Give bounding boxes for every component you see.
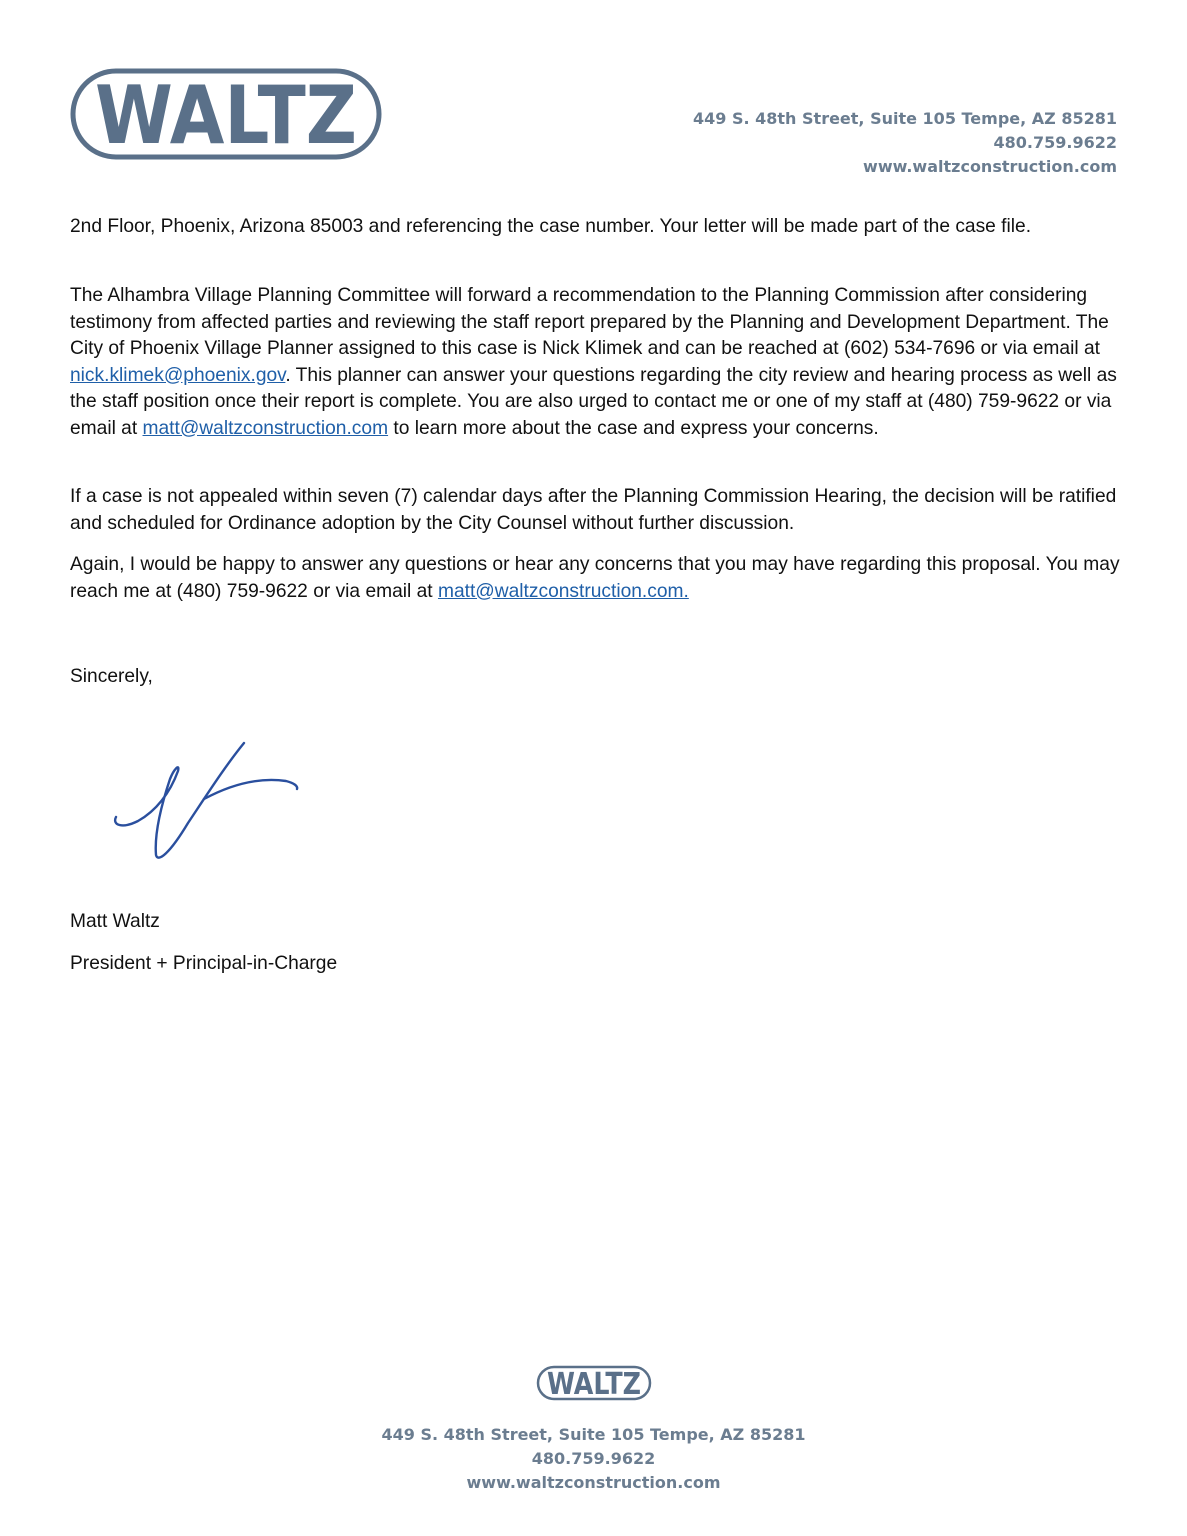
signer-name: Matt Waltz <box>70 911 160 932</box>
footer-website: www.waltzconstruction.com <box>466 1473 721 1492</box>
p4-text: Again, I would be happy to answer any questions or hear any concerns that you may have regarding this proposal. You may reach me at (480) 759-9622 or via email at <box>70 554 1120 602</box>
header-website: www.waltzconstruction.com <box>863 157 1117 176</box>
closing: Sincerely, <box>70 666 153 687</box>
p2-text-3: to learn more about the case and express your concerns. <box>388 417 879 439</box>
matt-waltz-email-link-2[interactable]: matt@waltzconstruction.com. <box>437 580 689 602</box>
letter-paragraph-4 <box>70 552 1120 605</box>
header-logo <box>70 68 382 160</box>
header-contact <box>693 107 1117 179</box>
signature <box>108 735 308 870</box>
matt-waltz-email-link[interactable]: matt@waltzconstruction.com <box>142 417 389 439</box>
footer-address: 449 S. 48th Street, Suite 105 Tempe, AZ 85281 <box>381 1425 806 1444</box>
p2-text-2: . This planner can answer your questions regarding the city review and hearing process as well as the staff position once their report is complete. You are also urged to contact me or one of my staff at (480) 759-9622 or via email at <box>70 364 1117 439</box>
letter-paragraph-3: If a case is not appealed within seven (7) calendar days after the Planning Commission Hearing, the decision will be ratified and scheduled for Ordinance adoption by the City Counsel without further discussion. <box>70 486 1117 534</box>
nick-klimek-email-link[interactable]: nick.klimek@phoenix.gov <box>70 364 286 386</box>
waltz-logo-graphic-small <box>536 1365 652 1401</box>
footer-phone: 480.759.9622 <box>531 1449 656 1468</box>
footer-logo <box>536 1365 652 1401</box>
handwritten-signature-graphic <box>108 735 308 865</box>
header-phone: 480.759.9622 <box>993 133 1117 152</box>
header-address: 449 S. 48th Street, Suite 105 Tempe, AZ 85281 <box>693 109 1117 128</box>
svg-text:WALTZ: WALTZ <box>547 1367 641 1401</box>
p2-text-1: The Alhambra Village Planning Committee will forward a recommendation to the Planning Commission after considering testimony from affected parties and reviewing the staff report prepared by the Planning and Development Department. The City of Phoenix Village Planner assigned to this case is Nick Klimek and can be reached at (602) 534-7696 or via email at <box>70 285 1109 359</box>
waltz-logo-graphic <box>70 68 382 160</box>
letter-paragraph-1: 2nd Floor, Phoenix, Arizona 85003 and referencing the case number. Your letter will be made part of the case file. <box>70 216 1032 237</box>
footer-contact <box>0 1423 1187 1495</box>
svg-text:WALTZ: WALTZ <box>95 69 357 160</box>
signer-title: President + Principal-in-Charge <box>70 953 338 974</box>
letter-paragraph-2 <box>70 283 1120 442</box>
